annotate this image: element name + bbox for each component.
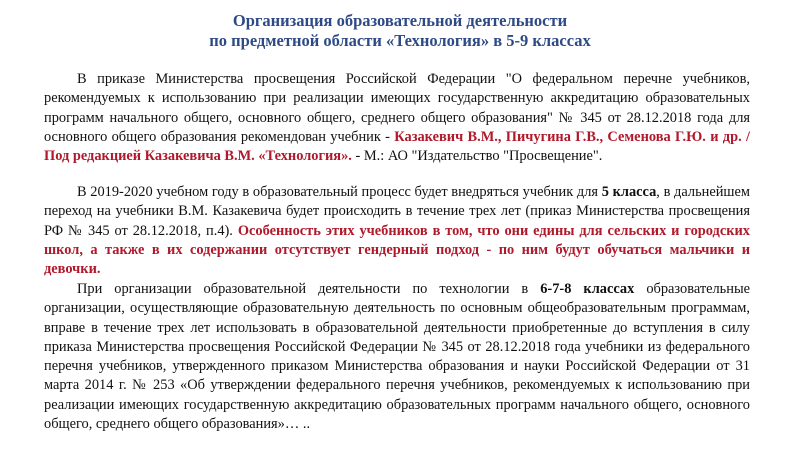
paragraph-3-text-a: При организации образовательной деятельности по технологии в xyxy=(77,281,541,297)
paragraph-3-text xyxy=(44,280,750,434)
paragraph-grades-6-8 xyxy=(44,280,750,434)
title-line-1: Организация образовательной деятельности xyxy=(232,11,568,30)
paragraph-1-text-b: - М.: АО "Издательство "Просвещение". xyxy=(351,148,603,165)
title-line-2: по предметной области «Технология» в 5-9 классах xyxy=(209,31,591,50)
grade-5-highlight: 5 класса xyxy=(601,184,657,200)
page-title xyxy=(0,11,800,51)
paragraph-implementation xyxy=(44,183,750,279)
textbook-features-highlight: Особенность этих учебников в том, что они едины для сельских и городских школ, а также в их содержании отсутствует гендерный подход - по ним будут обучаться мальчики и девочки. xyxy=(44,222,750,278)
paragraph-3-text-b: образовательные организации, осуществляющие образовательную деятельность по основным общеобразовательным программам, вправе в течение трех лет использовать в образовательной деятельности приобретенные до вступления в силу приказа Министерства просвещения Российской Федерации № 345 от 28.12.2018 года учебники из федерального перечня учебников, утвержденного приказом Министерства образования и науки Российской Федерации от 31 марта 2014 г. № 253 «Об утверждении федерального перечня учебников, рекомендуемых к использованию при реализации имеющих государственную аккредитацию образовательных программ начального общего, основного общего, среднего общего образования»… .. xyxy=(44,281,751,433)
grades-6-7-8-highlight: 6-7-8 классах xyxy=(540,281,635,297)
paragraph-textbook-recommendation xyxy=(44,70,750,166)
paragraph-2-text-a: В 2019-2020 учебном году в образовательный процесс будет внедряться учебник для xyxy=(77,184,602,200)
textbook-authors-highlight: Казакевич В.М., Пичугина Г.В., Семенова Г.Ю. и др. / Под редакцией Казакевича В.М. «Технология». xyxy=(44,128,750,165)
paragraph-1-text-a: В приказе Министерства просвещения Российской Федерации "О федеральном перечне учебников, рекомендуемых к использованию при реализации имеющих государственную аккредитацию образовательных программ начального общего, основного общего, среднего общего образования" № 345 от 28.12.2018 года для основного общего образования рекомендован учебник - xyxy=(44,71,750,145)
paragraph-2-text xyxy=(44,183,750,279)
paragraph-2-text-b: , в дальнейшем переход на учебники В.М. Казакевича будет происходить в течение трех лет (приказ Министерства просвещения РФ № 345 от 28.12.2018, п.4). xyxy=(44,184,750,239)
paragraph-1-text xyxy=(44,70,750,166)
